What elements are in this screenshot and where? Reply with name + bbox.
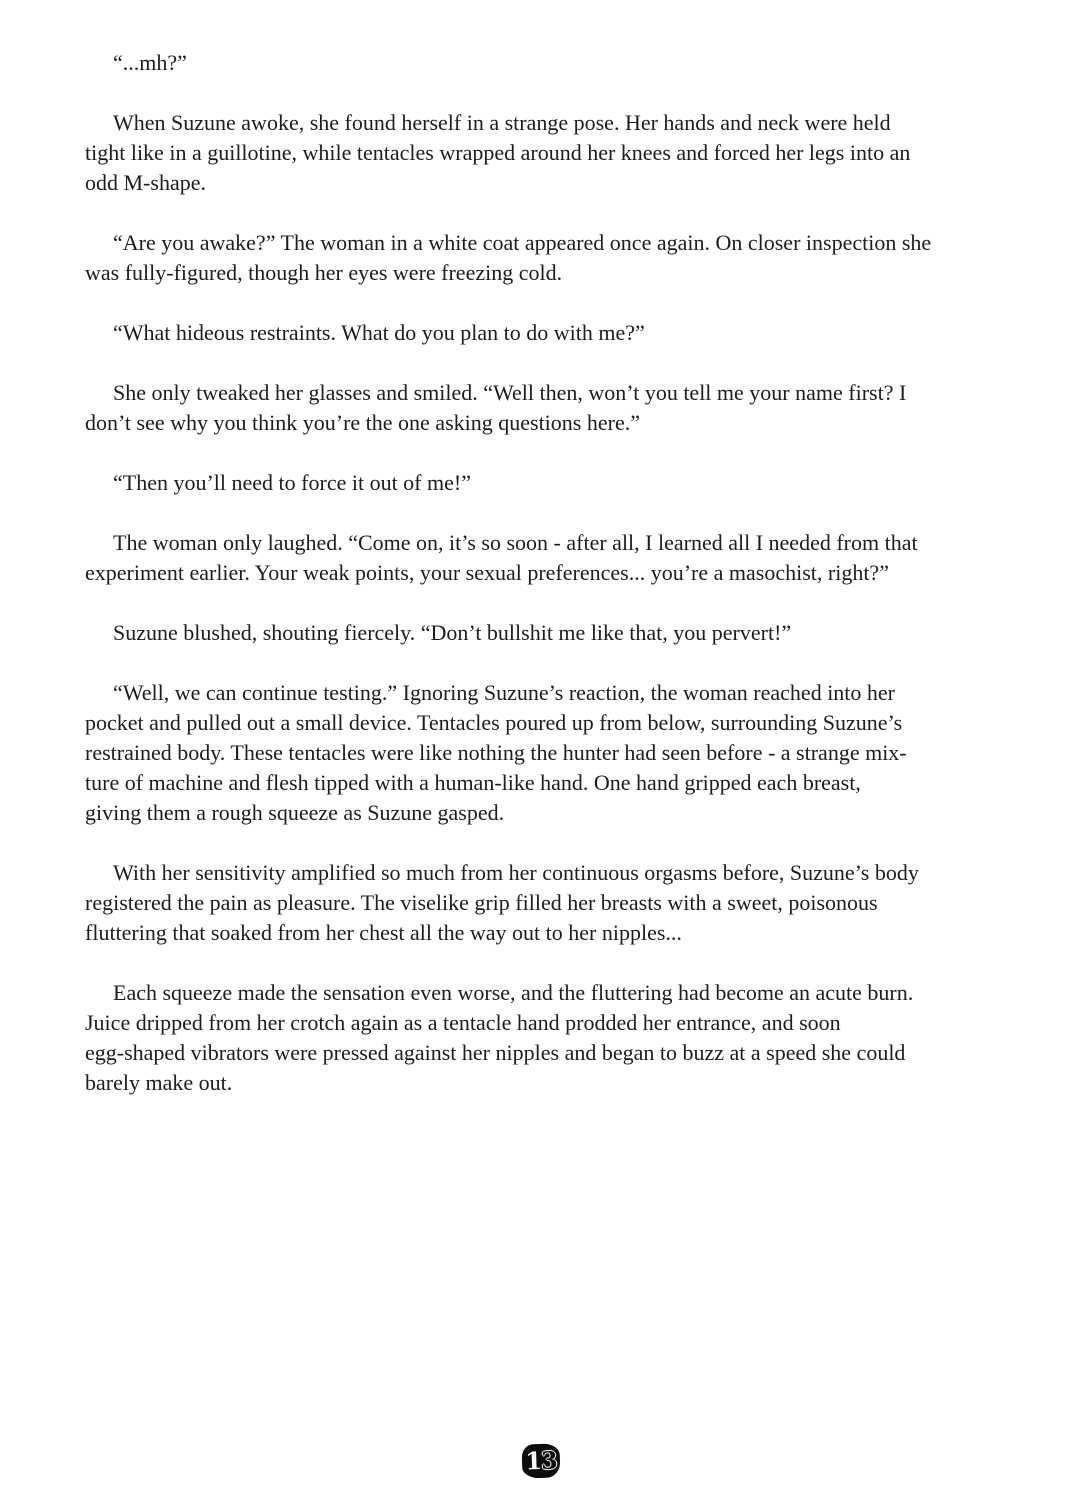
text-line: She only tweaked her glasses and smiled. “Well then, won’t you tell me your name first? I [113,380,907,405]
paragraph-2 [85,108,1025,198]
paragraph-5 [85,378,1025,438]
text-line: odd M-shape. [85,170,206,195]
text-line: “What hideous restraints. What do you plan to do with me?” [113,320,645,345]
paragraph-10 [85,858,1025,948]
text-line: giving them a rough squeeze as Suzune gasped. [85,800,505,825]
text-line: “...mh?” [113,50,187,75]
paragraph-3 [85,228,1025,288]
paragraph-9 [85,678,1025,828]
page-number-badge [521,1443,560,1478]
text-line: don’t see why you think you’re the one asking questions here.” [85,410,640,435]
text-line: pocket and pulled out a small device. Tentacles poured up from below, surrounding Suzune’s [85,710,903,735]
text-line: “Then you’ll need to force it out of me!” [113,470,471,495]
text-line: “Are you awake?” The woman in a white coat appeared once again. On closer inspection she [113,230,932,255]
paragraph-4 [85,318,1025,348]
paragraph-6 [85,468,1025,498]
text-line: fluttering that soaked from her chest all the way out to her nipples... [85,920,682,945]
page-number: 13 [524,1445,558,1476]
paragraph-7 [85,528,1025,588]
text-line: barely make out. [85,1070,233,1095]
text-line: ture of machine and flesh tipped with a human-like hand. One hand gripped each breast, [85,770,861,795]
text-line: tight like in a guillotine, while tentacles wrapped around her knees and forced her legs into an [85,140,911,165]
text-line: When Suzune awoke, she found herself in a strange pose. Her hands and neck were held [113,110,891,135]
text-line: Juice dripped from her crotch again as a tentacle hand prodded her entrance, and soon [85,1010,841,1035]
text-line: With her sensitivity amplified so much from her continuous orgasms before, Suzune’s body [113,860,919,885]
text-line: Suzune blushed, shouting fiercely. “Don’t bullshit me like that, you pervert!” [113,620,792,645]
text-line: egg-shaped vibrators were pressed against her nipples and began to buzz at a speed she could [85,1040,906,1065]
text-line: restrained body. These tentacles were like nothing the hunter had seen before - a strange mix- [85,740,907,765]
text-line: “Well, we can continue testing.” Ignoring Suzune’s reaction, the woman reached into her [113,680,896,705]
text-line: The woman only laughed. “Come on, it’s so soon - after all, I learned all I needed from that [113,530,918,555]
text-line: registered the pain as pleasure. The viselike grip filled her breasts with a sweet, poisonous [85,890,878,915]
paragraph-11 [85,978,1025,1098]
paragraph-8 [85,618,1025,648]
text-line: Each squeeze made the sensation even worse, and the fluttering had become an acute burn. [113,980,914,1005]
paragraph-1 [85,48,1025,78]
story-text [85,48,1025,1128]
text-line: experiment earlier. Your weak points, your sexual preferences... you’re a masochist, right?” [85,560,889,585]
text-line: was fully-figured, though her eyes were freezing cold. [85,260,563,285]
